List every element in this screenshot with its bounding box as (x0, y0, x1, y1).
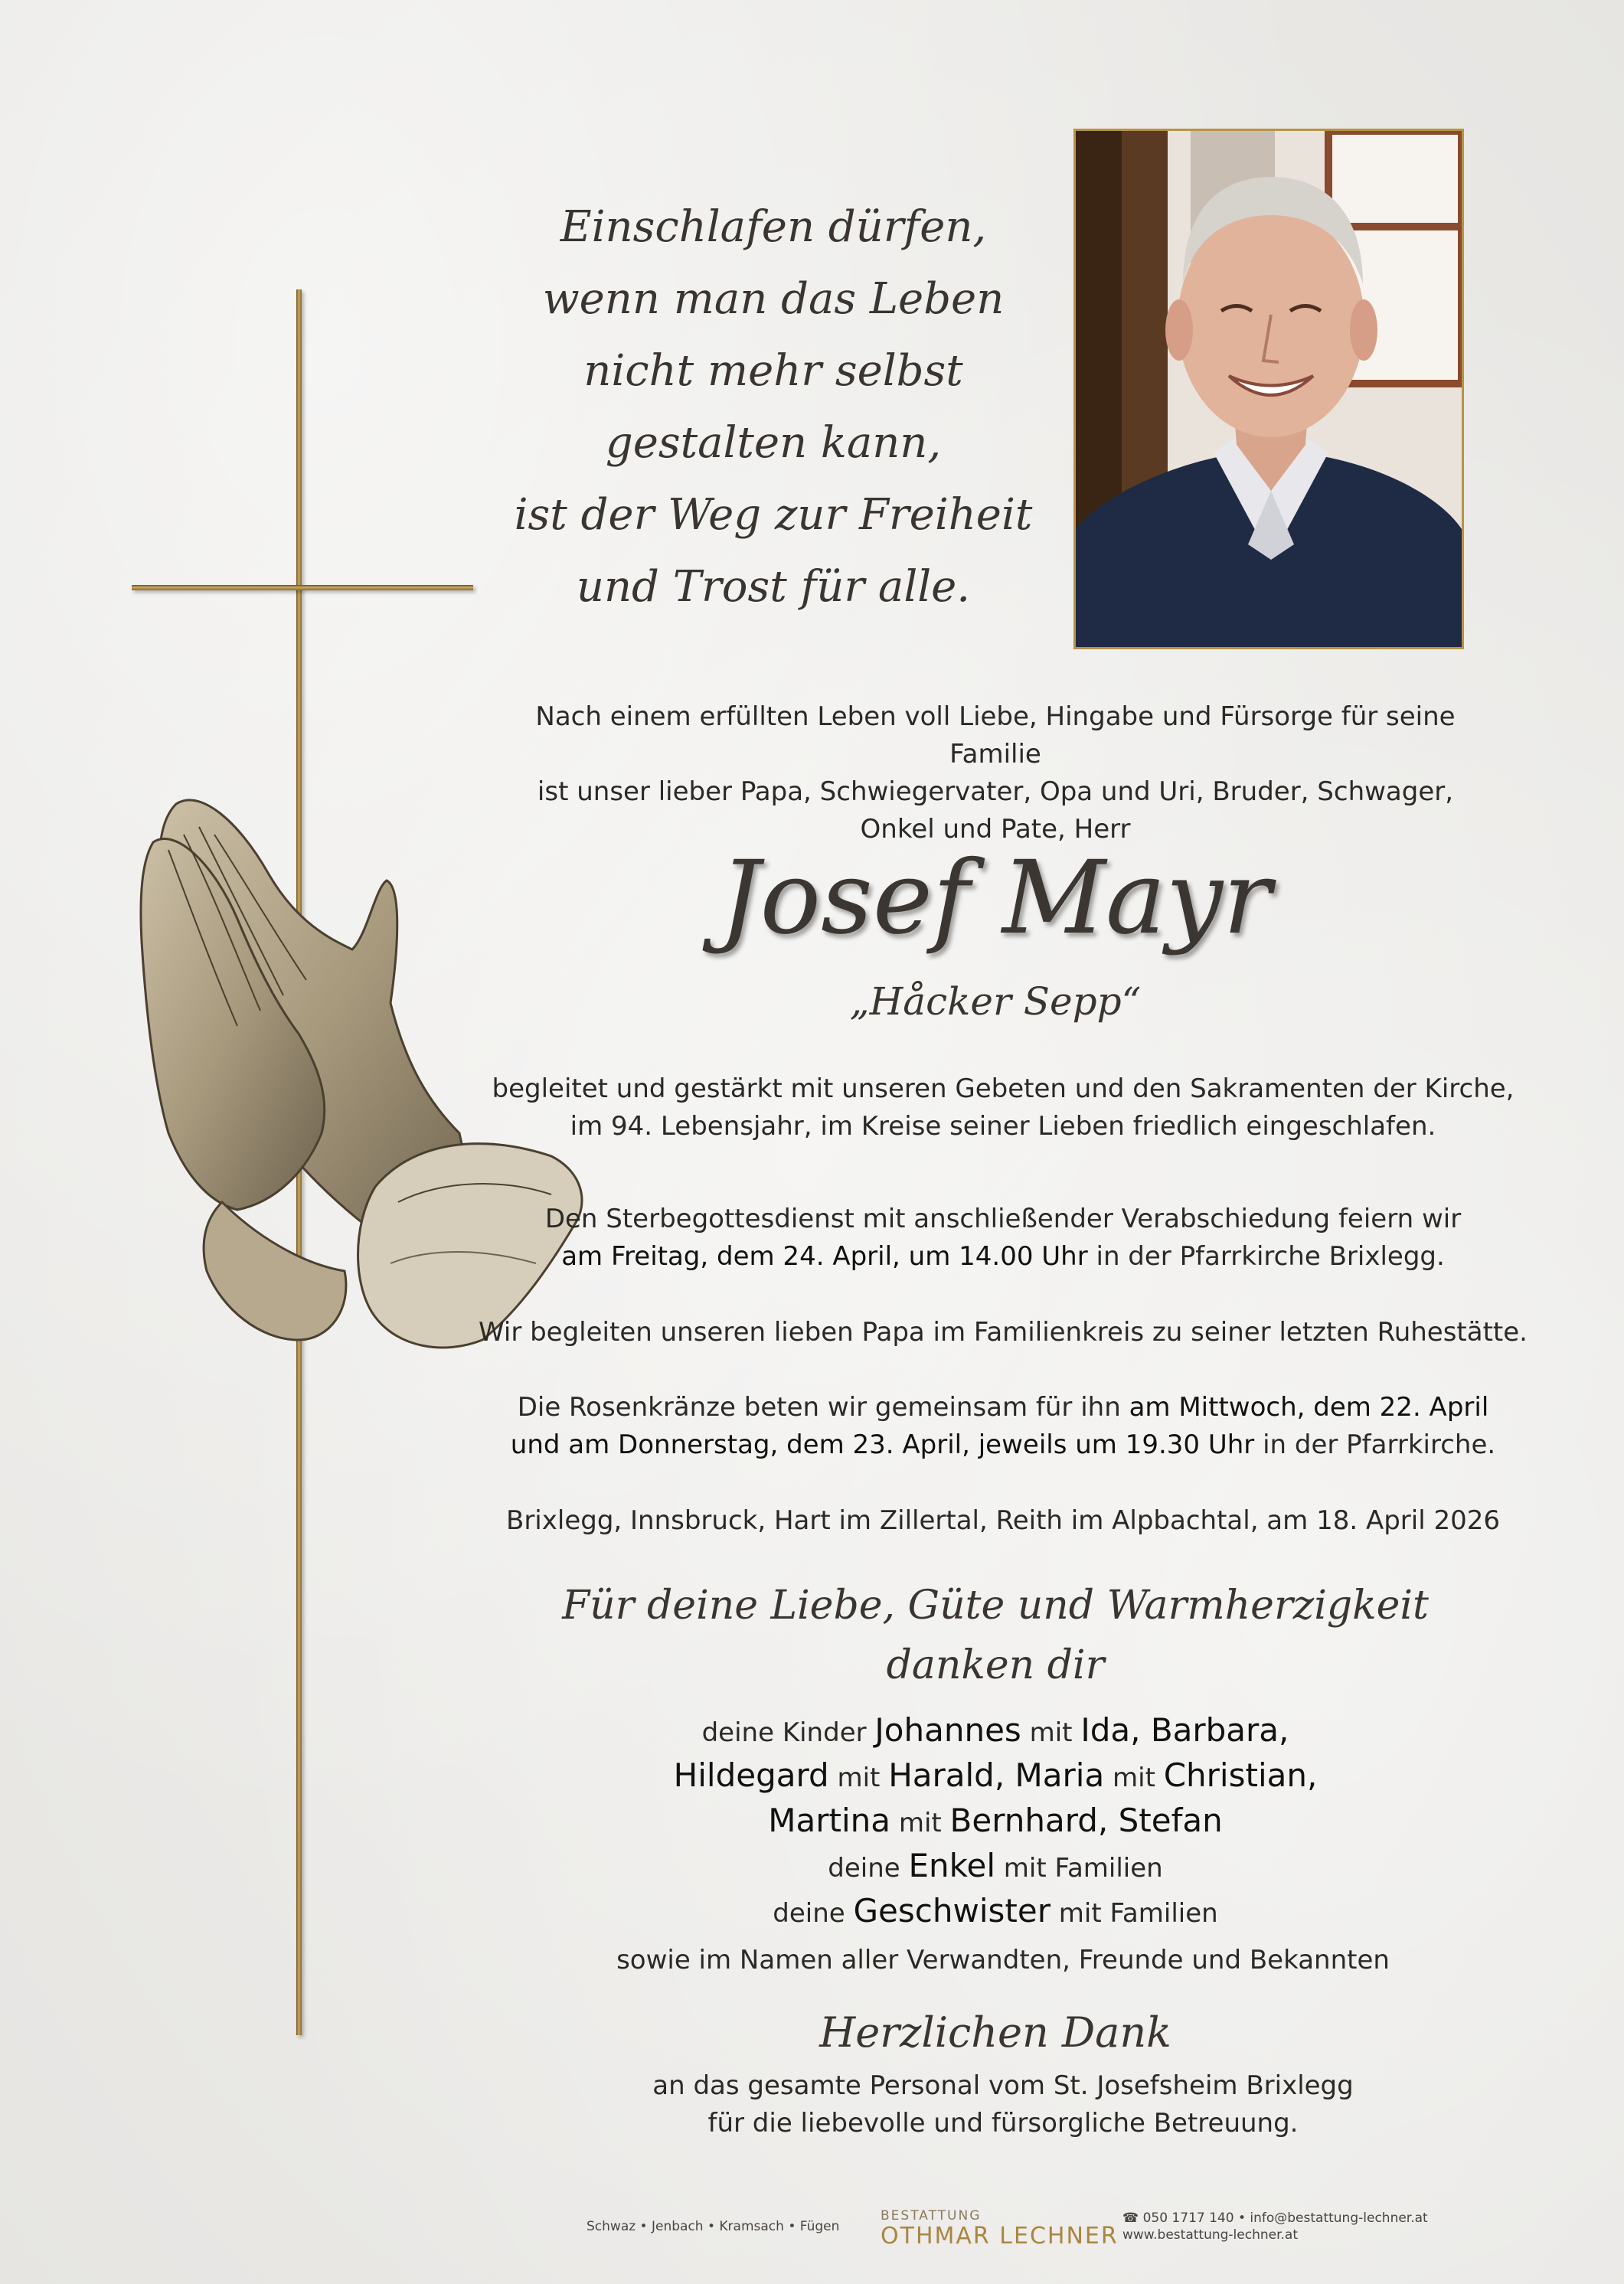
family-text: deine Kinder (701, 1717, 875, 1748)
family-member: Martina (768, 1802, 891, 1839)
deceased-name: Josef Mayr (719, 839, 1272, 957)
footer-contact (1122, 2210, 1428, 2243)
intro-line: Nach einem erfüllten Leben voll Liebe, Hingabe und Fürsorge für seine Familie (535, 701, 1456, 770)
dank-line: an das gesamte Personal vom St. Josefsheim Brixlegg (652, 2070, 1354, 2101)
deceased-nickname: „Håcker Sepp“ (849, 979, 1142, 1024)
rosary-text (475, 1389, 1531, 1464)
memorial-quote (490, 191, 1057, 623)
dank-text (475, 2067, 1531, 2142)
family-text: mit (828, 1763, 889, 1793)
family-line-children (490, 1709, 1501, 1754)
intro-line: Onkel und Pate, Herr (860, 814, 1131, 845)
brand-small: BESTATTUNG (881, 2208, 982, 2224)
dank-line: für die liebevolle und fürsorgliche Betreuung. (707, 2108, 1299, 2139)
thanks-heading-line: Für deine Liebe, Güte und Warmherzigkeit (562, 1583, 1429, 1629)
family-member: Bernhard, Stefan (949, 1802, 1223, 1839)
place-and-date: Brixlegg, Innsbruck, Hart im Zillertal, Reith im Alpbachtal, am 18. April 2026 (506, 1505, 1500, 1536)
dank-heading: Herzlichen Dank (819, 2008, 1171, 2057)
family-line-children-3 (490, 1799, 1501, 1845)
portrait-image (1076, 131, 1462, 647)
service-date: am Freitag, dem 24. April, um 14.00 Uhr (561, 1241, 1088, 1272)
family-text: deine (773, 1898, 854, 1929)
family-member: Hildegard (673, 1756, 829, 1794)
family-list (490, 1709, 1501, 1935)
funeral-service-text (475, 1201, 1531, 1276)
cross-horizontal-bar (132, 585, 473, 590)
family-text: deine (828, 1853, 909, 1884)
family-text: mit (1104, 1763, 1164, 1793)
brand-name: OTHMAR LECHNER (881, 2223, 1119, 2250)
service-line-1: Den Sterbegottesdienst mit anschließender Verabschiedung feiern wir (544, 1204, 1462, 1234)
family-line-siblings (490, 1890, 1501, 1935)
rosary-date-2: und am Donnerstag, dem 23. April, jeweils um 19.30 Uhr (510, 1430, 1255, 1460)
passing-text (475, 1070, 1531, 1145)
quote-line: Einschlafen dürfen, (560, 202, 987, 252)
rosary-intro: Die Rosenkränze beten wir gemeinsam für ihn (517, 1392, 1129, 1423)
quote-line: und Trost für alle. (576, 562, 971, 612)
family-member: Johannes (874, 1711, 1021, 1749)
rosary-date-1: am Mittwoch, dem 22. April (1129, 1392, 1489, 1423)
family-text: mit Familien (995, 1853, 1163, 1884)
portrait-photo (1073, 129, 1464, 649)
quote-line: wenn man das Leben (542, 274, 1005, 324)
family-text: mit (1021, 1717, 1081, 1748)
rosary-location: in der Pfarrkirche. (1254, 1430, 1496, 1460)
contact-website[interactable]: www.bestattung-lechner.at (1122, 2227, 1299, 2243)
quote-line: gestalten kann, (605, 418, 942, 468)
family-member: Harald, Maria (888, 1756, 1105, 1794)
funeral-home-logo (881, 2208, 1119, 2250)
thanks-heading-line: danken dir (886, 1642, 1105, 1688)
family-member: Christian, (1163, 1756, 1318, 1794)
rosary-line-2 (475, 1426, 1531, 1464)
intro-text (490, 698, 1501, 848)
passing-line: begleitet und gestärkt mit unseren Gebeten und den Sakramenten der Kirche, (492, 1073, 1515, 1104)
service-line-2 (475, 1238, 1531, 1276)
contact-phone-email: ☎ 050 1717 140 • info@bestattung-lechner.at (1122, 2210, 1428, 2226)
thanks-heading (490, 1576, 1501, 1695)
family-text: mit (890, 1808, 950, 1838)
service-location: in der Pfarrkirche Brixlegg. (1087, 1241, 1445, 1272)
intro-line: ist unser lieber Papa, Schwiegervater, Opa und Uri, Bruder, Schwager, (537, 776, 1454, 807)
family-member: Ida, Barbara, (1080, 1711, 1289, 1749)
quote-line: nicht mehr selbst (583, 346, 963, 396)
family-text: mit Familien (1050, 1898, 1218, 1929)
family-member: Geschwister (853, 1892, 1051, 1929)
footer-locations: Schwaz • Jenbach • Kramsach • Fügen (587, 2219, 840, 2234)
burial-text: Wir begleiten unseren lieben Papa im Familienkreis zu seiner letzten Ruhestätte. (479, 1317, 1528, 1348)
family-member: Enkel (908, 1847, 995, 1884)
rosary-line-1 (475, 1389, 1531, 1426)
passing-line: im 94. Lebensjahr, im Kreise seiner Lieben friedlich eingeschlafen. (570, 1111, 1436, 1142)
relatives-text: sowie im Namen aller Verwandten, Freunde und Bekannten (616, 1945, 1390, 1975)
family-line-grandchildren (490, 1845, 1501, 1890)
quote-line: ist der Weg zur Freiheit (514, 490, 1033, 540)
family-line-children-2 (490, 1754, 1501, 1799)
